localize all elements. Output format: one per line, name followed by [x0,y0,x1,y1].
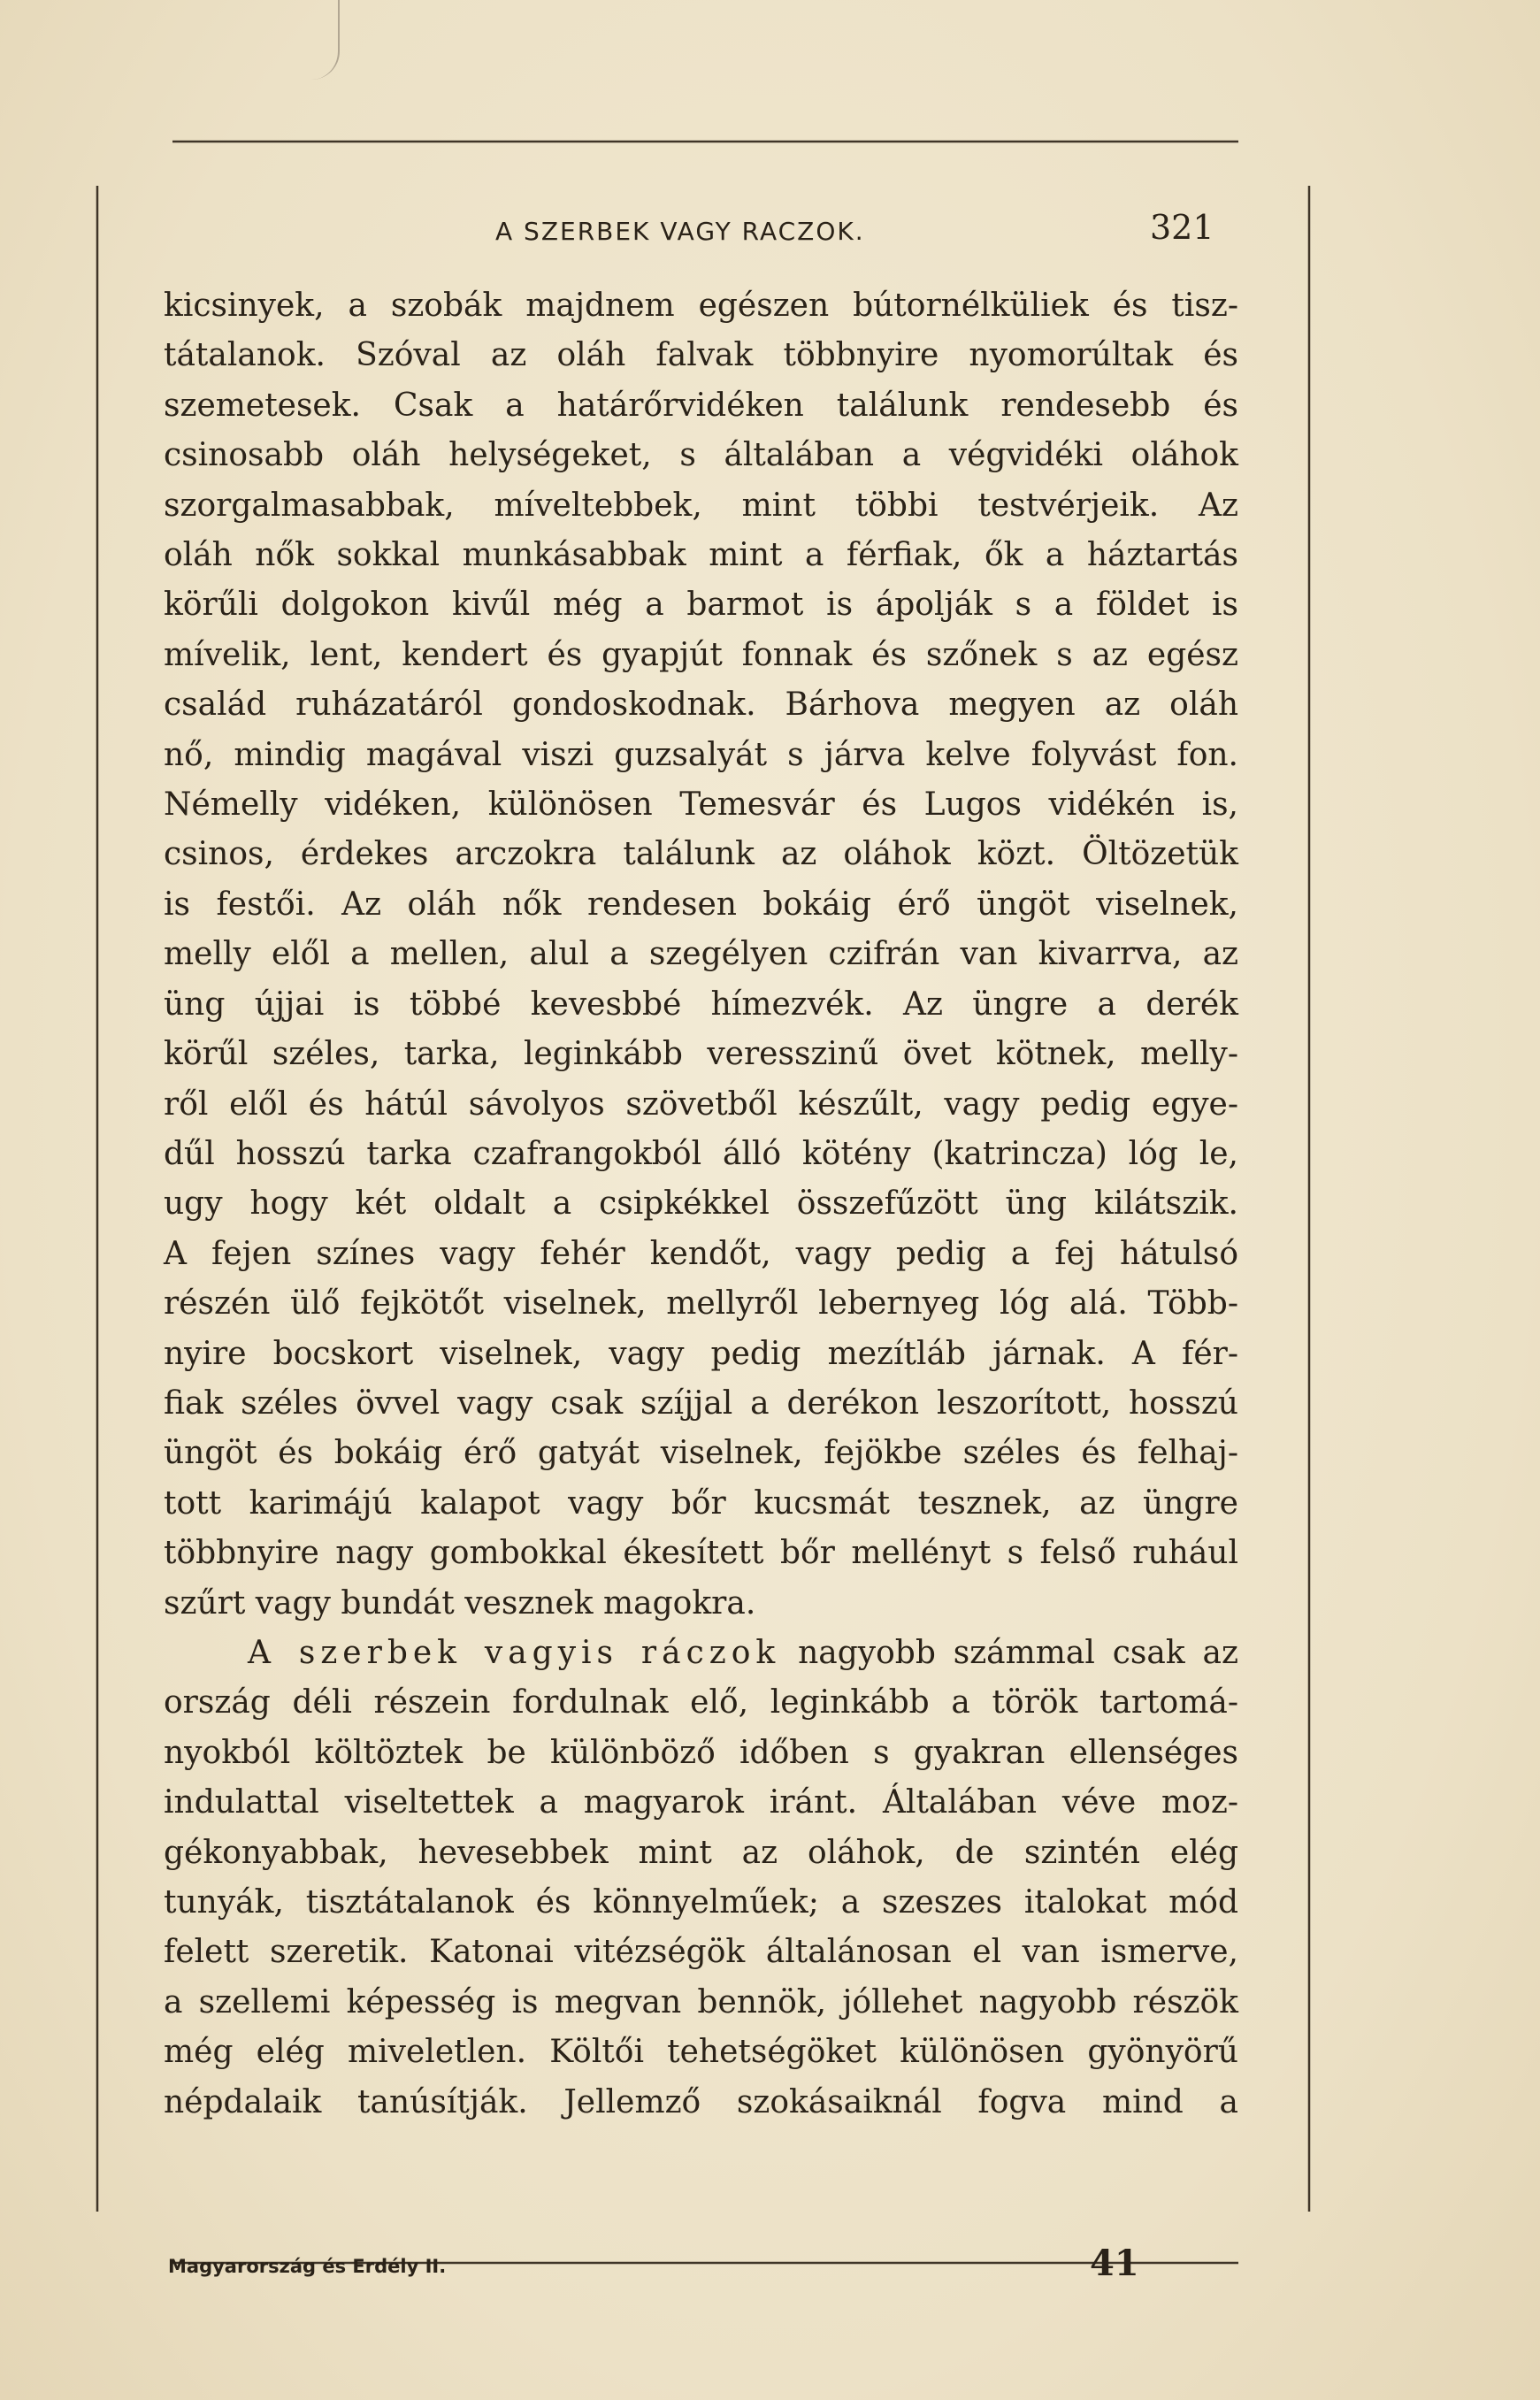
text-line: körűl széles, tarka, leginkább veresszinű övet kötnek, melly- [164,1036,1238,1073]
text-line: nyokból költöztek be különböző időben s gyakran ellenséges [164,1734,1238,1771]
text-line: család ruházatáról gondoskodnak. Bárhova megyen az oláh [164,686,1238,724]
text-line: ugy hogy két oldalt a csipkékkel összefűzött üng kilátszik. [164,1185,1238,1223]
text-line: mívelik, lent, kendert és gyapjút fonnak és szőnek s az egész [164,636,1238,673]
emphasized-lead: A szerbek vagyis ráczok [248,1634,781,1671]
text-line: gékonyabbak, hevesebbek mint az oláhok, de szintén elég [164,1834,1238,1871]
text-line: Némelly vidéken, különösen Temesvár és Lugos vidékén is, [164,786,1238,824]
text-line: üngöt és bokáig érő gatyát viselnek, fejökbe széles és felhaj- [164,1435,1238,1472]
text-fragment: nagyobb számmal csak az [798,1634,1238,1671]
text-line: csinos, érdekes arczokra találunk az oláhok közt. Öltözetük [164,836,1238,873]
text-line: A fejen színes vagy fehér kendőt, vagy pedig a fej hátulsó [164,1235,1238,1272]
text-line-last: szűrt vagy bundát vesznek magokra. [164,1584,756,1622]
text-line: üng újjai is többé kevesbbé hímezvék. Az üngre a derék [164,985,1238,1023]
text-line: szemetesek. Csak a határőrvidéken találunk rendesebb és [164,387,1238,424]
page-number: 321 [1150,208,1214,247]
text-line: nő, mindig magával viszi guzsalyát s járva kelve folyvást fon. [164,736,1238,773]
text-line: körűli dolgokon kivűl még a barmot is ápolják s a földet is [164,587,1238,624]
signature-mark: 41 [1090,2243,1139,2284]
text-line: is festői. Az oláh nők rendesen bokáig érő üngöt viselnek, [164,886,1238,923]
text-line: szorgalmasabbak, míveltebbek, mint többi testvérjeik. Az [164,487,1238,524]
text-line: tunyák, tisztátalanok és könnyelműek; a szeszes italokat mód [164,1884,1238,1921]
text-line: tott karimájú kalapot vagy bőr kucsmát tesznek, az üngre [164,1484,1238,1522]
text-line: a szellemi képesség is megvan bennök, jóllehet nagyobb részök [164,1983,1238,2020]
text-line: fiak széles övvel vagy csak szíjjal a derékon leszorított, hosszú [164,1384,1238,1422]
text-line: dűl hosszú tarka czafrangokból álló kötény (katrincza) lóg le, [164,1135,1238,1172]
text-line: nyire bocskort viselnek, vagy pedig mezítláb járnak. A fér- [164,1335,1238,1372]
footer-title: Magyarország és Erdély II. [168,2256,447,2277]
text-line: ről elől és hátúl sávolyos szövetből készűlt, vagy pedig egye- [164,1085,1238,1123]
text-line: ország déli részein fordulnak elő, leginkább a török tartomá- [164,1684,1238,1721]
text-line: csinosabb oláh helységeket, s általában a végvidéki oláhok [164,437,1238,474]
paragraph-start-line [164,1629,1238,1678]
text-line: többnyire nagy gombokkal ékesített bőr mellényt s felső ruhául [164,1535,1238,1572]
text-line: felett szeretik. Katonai vitézségök általánosan el van ismerve, [164,1934,1238,1971]
body-text [164,281,1238,2128]
running-head: A SZERBEK VAGY RACZOK. [495,217,865,246]
text-line: oláh nők sokkal munkásabbak mint a férfiak, ők a háztartás [164,537,1238,574]
text-line: még elég miveletlen. Költői tehetségöket különösen gyönyörű [164,2034,1238,2071]
text-line: kicsinyek, a szobák majdnem egészen bútornélküliek és tisz- [164,288,1238,324]
text-line: népdalaik tanúsítják. Jellemző szokásaiknál fogva mind a [164,2083,1238,2120]
text-line: melly elől a mellen, alul a szegélyen czifrán van kivarrva, az [164,936,1238,973]
text-line: indulattal viseltettek a magyarok iránt. Általában véve moz- [164,1784,1238,1821]
text-line: tátalanok. Szóval az oláh falvak többnyire nyomorúltak és [164,337,1238,374]
text-line: részén ülő fejkötőt viselnek, mellyről lebernyeg lóg alá. Több- [164,1285,1238,1323]
